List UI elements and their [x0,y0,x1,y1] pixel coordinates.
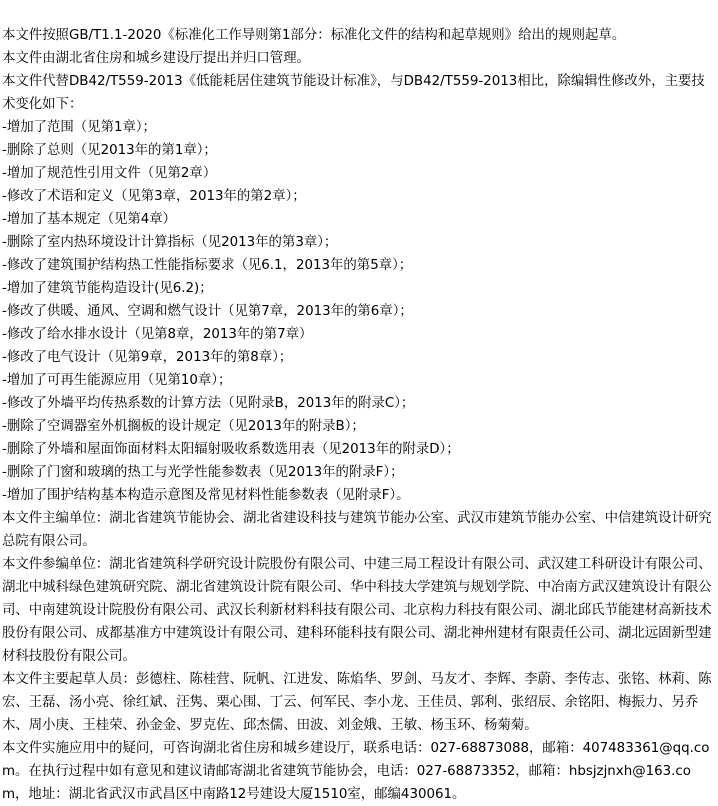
change-item: -增加了范围（见第1章）； [2,120,156,135]
replaces-paragraph: 本文件代替DB42/T559-2013《低能耗居住建筑节能设计标准》，与DB42/T559-2013相比，除编辑性修改外，主要技术变化如下： [2,74,705,112]
change-item: -增加了基本规定（见第4章） [2,212,177,227]
change-item: -修改了供暖、通风、空调和燃气设计（见第7章，2013年的第6章）； [2,304,413,319]
contact-paragraph: 本文件实施应用中的疑问，可咨询湖北省住房和城乡建设厅，联系电话：027-68873088，邮箱：407483361@qq.com。在执行过程中如有意见和建议请邮寄湖北省建筑节能协会，电话：027-68873352，邮箱：hbsjzjnxh@163.com，地址：湖北省武汉市武昌区中南路12号建设大厦1510室，邮编430061。 [2,741,710,802]
change-item: -删除了室内热环境设计计算指标（见2013年的第3章）； [2,235,338,250]
change-item: -修改了电气设计（见第9章，2013年的第8章）； [2,350,293,365]
change-item: -修改了术语和定义（见第3章，2013年的第2章）； [2,189,306,204]
participating-units-paragraph: 本文件参编单位：湖北省建筑科学研究设计院股份有限公司、中建三局工程设计有限公司、武汉建工科研设计有限公司、湖北中城科绿色建筑研究院、湖北省建筑设计院有限公司、华中科技大学建筑与规划学院、中冶南方武汉建筑设计有限公司、中南建筑设计院股份有限公司、武汉长利新材料科技有限公司、北京构力科技有限公司、湖北邱氏节能建材高新技术股份有限公司、成都基准方中建筑设计有限公司、建科环能科技有限公司、湖北神州建材有限责任公司、湖北远固新型建材科技股份有限公司。 [2,557,712,664]
change-item: -增加了规范性引用文件（见第2章） [2,166,217,181]
changes-list [2,116,716,507]
change-item: -修改了给水排水设计（见第8章，2013年的第7章） [2,327,313,342]
drafters-paragraph: 本文件主要起草人员：彭德柱、陈桂营、阮帆、江进发、陈焰华、罗剑、马友才、李辉、李蔚、李传志、张铭、林莉、陈宏、王磊、汤小亮、徐红斌、汪隽、栗心围、丁云、何军民、李小龙、王佳员、郭利、张绍辰、余铭阳、梅振力、另乔木、周小庚、王桂荣、孙金金、罗克佐、邱杰儒、田波、刘金娥、王敏、杨玉环、杨菊菊。 [2,672,712,733]
change-item: -修改了建筑围护结构热工性能指标要求（见6.1，2013年的第5章）； [2,258,413,273]
change-item: -删除了总则（见2013年的第1章）； [2,143,217,158]
drafting-rule-paragraph: 本文件按照GB/T1.1-2020《标准化工作导则第1部分：标准化文件的结构和起草规则》给出的规则起草。 [2,28,626,43]
change-item: -增加了可再生能源应用（见第10章）； [2,373,232,388]
change-item: -删除了门窗和玻璃的热工与光学性能参数表（见2013年的附录F）； [2,465,404,480]
change-item: -增加了建筑节能构造设计(见6.2)； [2,281,213,296]
change-item: -增加了围护结构基本构造示意图及常见材料性能参数表（见附录F）。 [2,488,410,503]
change-item: -删除了空调器室外机搁板的设计规定（见2013年的附录B）； [2,419,365,434]
chief-units-paragraph: 本文件主编单位：湖北省建筑节能协会、湖北省建设科技与建筑节能办公室、武汉市建筑节能办公室、中信建筑设计研究总院有限公司。 [2,511,712,549]
change-item: -删除了外墙和屋面饰面材料太阳辐射吸收系数选用表（见2013年的附录D）； [2,442,460,457]
proposer-paragraph: 本文件由湖北省住房和城乡建设厅提出并归口管理。 [2,51,310,66]
change-item: -修改了外墙平均传热系数的计算方法（见附录B，2013年的附录C）； [2,396,415,411]
